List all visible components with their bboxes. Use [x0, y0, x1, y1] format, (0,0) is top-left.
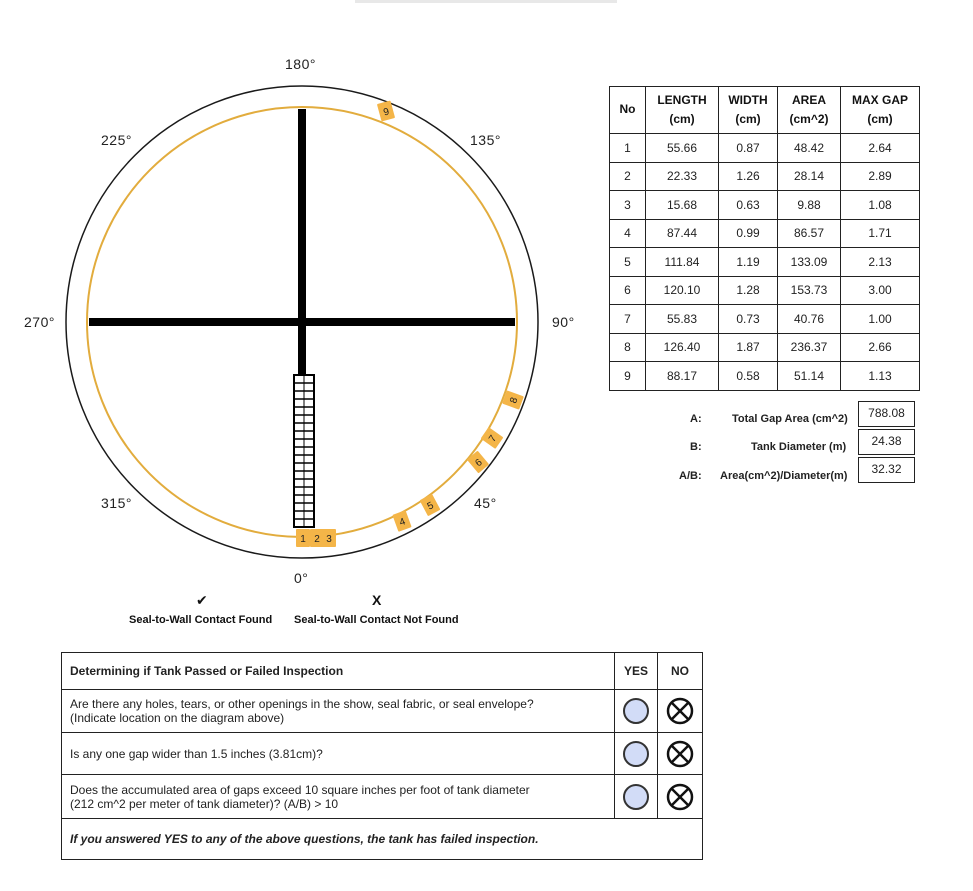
- degree-label-270: 270°: [24, 314, 55, 330]
- ladder: [294, 375, 314, 527]
- summary-a-value: 788.08: [858, 401, 915, 427]
- degree-label-180: 180°: [285, 56, 316, 72]
- question-2-text: Is any one gap wider than 1.5 inches (3.81cm)?: [62, 733, 615, 775]
- gap-no: 6: [610, 276, 646, 305]
- gap-length: 111.84: [646, 248, 719, 277]
- gap-marker-4: [392, 510, 411, 532]
- gap-area: 153.73: [778, 276, 841, 305]
- gap-marker-label: 6: [473, 457, 485, 470]
- gap-no: 1: [610, 134, 646, 163]
- gap-marker-label: 1: [300, 534, 306, 545]
- header-max-gap: MAX GAP (cm): [841, 87, 920, 134]
- gap-width: 0.87: [719, 134, 778, 163]
- gap-area: 9.88: [778, 191, 841, 220]
- legend-found-label: Seal-to-Wall Contact Found: [129, 614, 273, 626]
- degree-label-225: 225°: [101, 132, 132, 148]
- gap-marker-label: 5: [425, 500, 436, 513]
- summary-a-key: A:: [690, 413, 702, 425]
- gap-marker-1: [296, 529, 310, 547]
- gap-width: 0.63: [719, 191, 778, 220]
- gap-marker-label: 8: [508, 396, 521, 406]
- gap-max: 1.00: [841, 305, 920, 334]
- summary-b-value: 24.38: [858, 429, 915, 455]
- q2-no-selected-icon[interactable]: [666, 740, 694, 768]
- degree-label-90: 90°: [552, 314, 575, 330]
- gap-length: 126.40: [646, 333, 719, 362]
- gap-width: 0.73: [719, 305, 778, 334]
- q2-no-cell: [658, 733, 703, 775]
- gap-row-6: [610, 276, 920, 305]
- header-no: No: [610, 87, 646, 134]
- gap-row-3: [610, 191, 920, 220]
- q3-no-selected-icon[interactable]: [666, 783, 694, 811]
- q3-no-cell: [658, 775, 703, 819]
- q1-no-selected-icon[interactable]: [666, 697, 694, 725]
- gap-no: 4: [610, 219, 646, 248]
- gap-row-5: [610, 248, 920, 277]
- gap-marker-label: 7: [487, 433, 500, 445]
- gap-table-header: [610, 87, 920, 134]
- gap-row-9: [610, 362, 920, 391]
- gap-marker-3: [322, 529, 336, 547]
- degree-label-45: 45°: [474, 495, 497, 511]
- gap-max: 2.66: [841, 333, 920, 362]
- gap-marker-5: [420, 494, 441, 516]
- gap-area: 28.14: [778, 162, 841, 191]
- gap-width: 1.28: [719, 276, 778, 305]
- gap-width: 1.87: [719, 333, 778, 362]
- degree-label-0: 0°: [294, 570, 309, 586]
- gap-row-4: [610, 219, 920, 248]
- summary-ab-label: Area(cm^2)/Diameter(m): [720, 470, 848, 482]
- summary-ab-value: 32.32: [858, 457, 915, 483]
- gap-area: 86.57: [778, 219, 841, 248]
- gap-max: 1.13: [841, 362, 920, 391]
- summary-b-key: B:: [690, 441, 702, 453]
- question-row-1: [62, 690, 703, 733]
- q2-yes-radio[interactable]: [623, 741, 649, 767]
- inspection-header-row: [62, 653, 703, 690]
- summary-b-label: Tank Diameter (m): [751, 441, 847, 453]
- gap-no: 5: [610, 248, 646, 277]
- gap-length: 55.66: [646, 134, 719, 163]
- gap-area: 40.76: [778, 305, 841, 334]
- summary-a-label: Total Gap Area (cm^2): [732, 413, 848, 425]
- header-area: AREA (cm^2): [778, 87, 841, 134]
- gap-row-1: [610, 134, 920, 163]
- question-row-2: [62, 733, 703, 775]
- gap-marker-7: [481, 427, 504, 449]
- gap-row-8: [610, 333, 920, 362]
- q3-yes-cell: [615, 775, 658, 819]
- gap-length: 120.10: [646, 276, 719, 305]
- gap-max: 2.13: [841, 248, 920, 277]
- gap-area: 48.42: [778, 134, 841, 163]
- gap-max: 1.08: [841, 191, 920, 220]
- gap-marker-2: [310, 529, 324, 547]
- gap-marker-label: 2: [314, 534, 320, 545]
- q2-yes-cell: [615, 733, 658, 775]
- gap-no: 9: [610, 362, 646, 391]
- no-column-header: NO: [658, 653, 703, 690]
- gap-area: 51.14: [778, 362, 841, 391]
- question-1-text: Are there any holes, tears, or other openings in the show, seal fabric, or seal envelope? (Indicate location on the diagram above): [62, 690, 615, 733]
- header-width: WIDTH (cm): [719, 87, 778, 134]
- gap-length: 87.44: [646, 219, 719, 248]
- q1-no-cell: [658, 690, 703, 733]
- gap-no: 3: [610, 191, 646, 220]
- gap-area: 236.37: [778, 333, 841, 362]
- gap-marker-label: 3: [326, 534, 332, 545]
- gap-length: 22.33: [646, 162, 719, 191]
- check-icon: ✔: [196, 592, 208, 608]
- gap-area: 133.09: [778, 248, 841, 277]
- degree-label-135: 135°: [470, 132, 501, 148]
- yes-column-header: YES: [615, 653, 658, 690]
- inspection-footer-text: If you answered YES to any of the above questions, the tank has failed inspection.: [62, 819, 703, 860]
- gap-marker-label: 9: [382, 106, 391, 119]
- gap-width: 1.19: [719, 248, 778, 277]
- gap-width: 0.99: [719, 219, 778, 248]
- gap-marker-label: 4: [398, 516, 408, 529]
- gap-length: 15.68: [646, 191, 719, 220]
- gap-max: 2.64: [841, 134, 920, 163]
- gap-no: 8: [610, 333, 646, 362]
- inspection-title: Determining if Tank Passed or Failed Inspection: [62, 653, 615, 690]
- gap-row-7: [610, 305, 920, 334]
- q3-yes-radio[interactable]: [623, 784, 649, 810]
- vertical-beam: [298, 109, 306, 376]
- gap-max: 2.89: [841, 162, 920, 191]
- x-icon: X: [372, 592, 382, 608]
- q1-yes-radio[interactable]: [623, 698, 649, 724]
- gap-no: 2: [610, 162, 646, 191]
- q1-yes-cell: [615, 690, 658, 733]
- inspection-table: [61, 652, 703, 860]
- gap-width: 1.26: [719, 162, 778, 191]
- gap-no: 7: [610, 305, 646, 334]
- gap-measurement-table: [609, 86, 920, 391]
- degree-label-315: 315°: [101, 495, 132, 511]
- question-3-text: Does the accumulated area of gaps exceed 10 square inches per foot of tank diameter (212 cm^2 per meter of tank diameter)? (A/B) > 10: [62, 775, 615, 819]
- gap-max: 1.71: [841, 219, 920, 248]
- gap-max: 3.00: [841, 276, 920, 305]
- gap-row-2: [610, 162, 920, 191]
- header-length: LENGTH (cm): [646, 87, 719, 134]
- gap-length: 88.17: [646, 362, 719, 391]
- legend-not-found-label: Seal-to-Wall Contact Not Found: [294, 614, 459, 626]
- question-row-3: [62, 775, 703, 819]
- gap-width: 0.58: [719, 362, 778, 391]
- summary-ab-key: A/B:: [679, 470, 702, 482]
- inspection-footer-row: [62, 819, 703, 860]
- gap-length: 55.83: [646, 305, 719, 334]
